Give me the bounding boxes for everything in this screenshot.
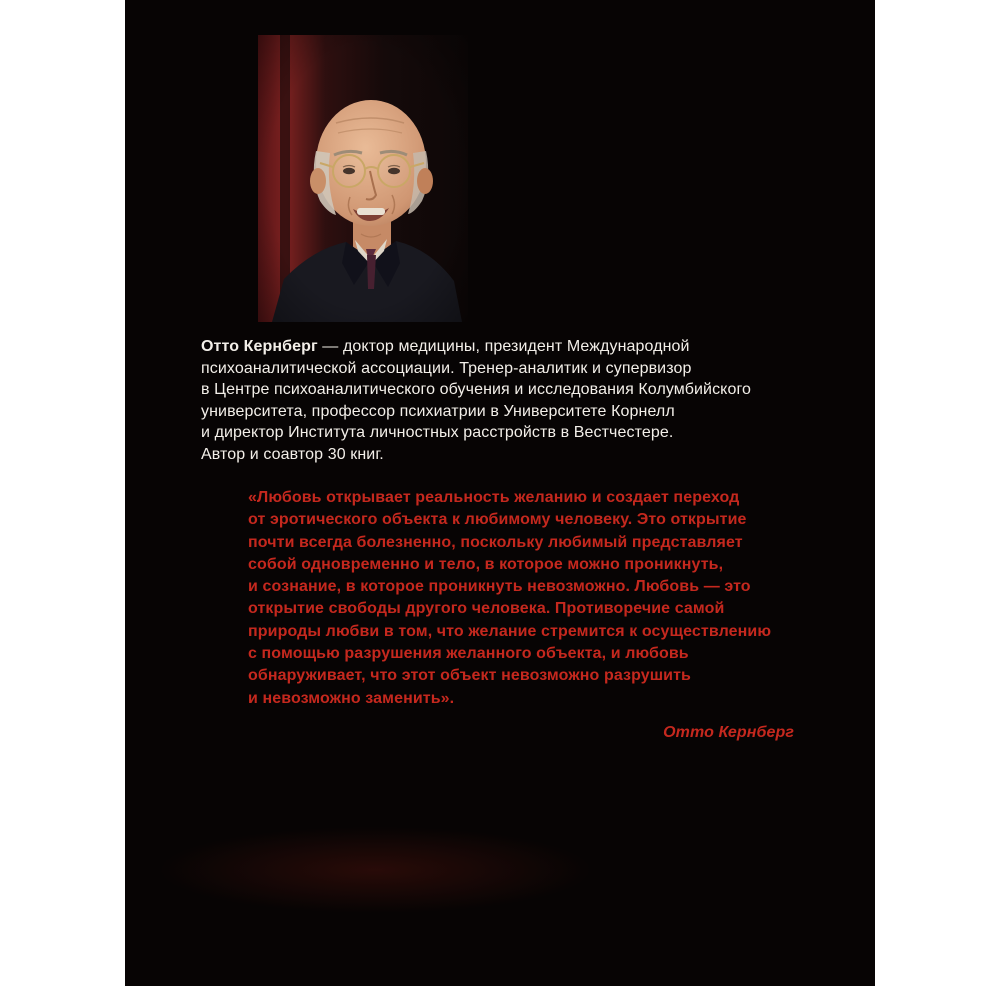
quote-line: обнаруживает, что этот объект невозможно разрушить	[248, 667, 691, 685]
quote-line: природы любви в том, что желание стремится к осуществлению	[248, 622, 772, 640]
bio-line: и директор Института личностных расстройств в Вестчестере.	[201, 424, 674, 441]
portrait-illustration	[258, 35, 468, 322]
quote-block	[248, 487, 800, 744]
quote-line: собой одновременно и тело, в которое можно проникнуть,	[248, 555, 724, 573]
portrait-otto-kernberg-photo	[258, 35, 468, 322]
cover-bottom-glow	[125, 760, 875, 986]
bio-line-rest: — доктор медицины, президент Международной	[322, 338, 690, 355]
bio-line: Автор и соавтор 30 книг.	[201, 445, 384, 463]
photo-vignette	[258, 35, 468, 322]
quote-line: и сознание, в которое проникнуть невозможно. Любовь — это	[248, 578, 751, 596]
quote-line: от эротического объекта к любимому человеку. Это открытие	[248, 511, 747, 529]
bio-author-name: Отто Кернберг	[201, 338, 318, 355]
quote-attribution: Отто Кернберг	[663, 723, 794, 741]
quote-line: и невозможно заменить».	[248, 689, 455, 707]
bio-line: психоаналитической ассоциации. Тренер-аналитик и супервизор	[201, 359, 692, 377]
bio-line: университета, профессор психиатрии в Университете Корнелл	[201, 402, 675, 420]
book-back-cover	[125, 0, 875, 986]
quote-line: почти всегда болезненно, поскольку любимый представляет	[248, 533, 743, 551]
quote-line: открытие свободы другого человека. Противоречие самой	[248, 600, 725, 618]
bio-line	[201, 336, 811, 358]
quote-line: «Любовь открывает реальность желанию и создает переход	[248, 489, 740, 506]
bio-line: в Центре психоаналитического обучения и исследования Колумбийского	[201, 381, 752, 398]
bio-paragraph	[201, 336, 811, 465]
quote-line: с помощью разрушения желанного объекта, и любовь	[248, 645, 689, 663]
